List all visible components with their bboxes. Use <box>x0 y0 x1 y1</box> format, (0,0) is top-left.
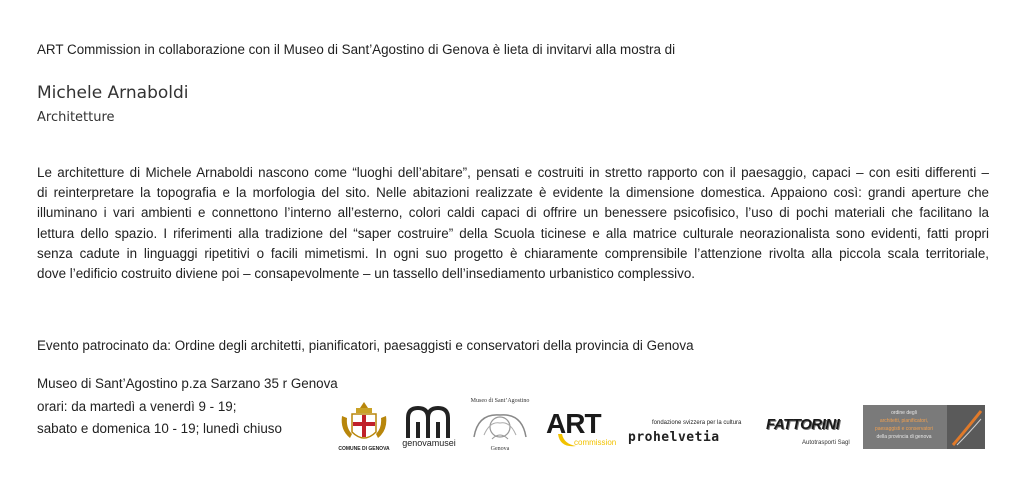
ordine-emblem <box>947 405 985 449</box>
venue-address: Museo di Sant’Agostino p.za Sarzano 35 r Genova <box>37 376 338 391</box>
patronage-note: Evento patrocinato da: Ordine degli architetti, pianificatori, paesaggisti e conservatori della provincia di Genova <box>37 338 694 353</box>
description-line: illuminano i vari ambienti e connettono l’interno all’esterno, colori caldi capaci di offrire un benessere psicofisico, l’uso di pochi materiali che facilitano la <box>37 205 989 221</box>
art-commission-logo <box>546 410 626 454</box>
ordine-line: architetti, pianificatori, <box>879 418 929 424</box>
opening-hours-weekend: sabato e domenica 10 - 19; lunedì chiuso <box>37 421 282 436</box>
commission-label: commission <box>574 438 617 447</box>
prohelvetia-logo <box>628 420 768 450</box>
prohelvetia-label: prohelvetia <box>628 430 720 445</box>
ordine-line: paesaggisti e conservatori <box>874 426 934 432</box>
description-line: senza cadute in linguaggi ripetitivi o facili mimetismi. In ogni suo progetto è chiaramente comprensibile l’attenzione rivolta alla piccola scala territoriale, <box>37 245 989 261</box>
art-label: ART <box>546 408 601 439</box>
description-paragraph <box>37 163 989 284</box>
description-line: lettura dello spazio. I riferimenti alla tradizione del “saper costruire” della Scuola ticinese e alla matrice culturale neorazionalista sono evidenti, fatti propri <box>37 225 989 241</box>
ornament-icon <box>470 407 530 445</box>
arches-icon <box>402 404 454 438</box>
ordine-line: della provincia di genova <box>876 434 932 440</box>
comune-label: COMUNE DI GENOVA <box>338 446 390 452</box>
genovamusei-logo <box>402 404 454 456</box>
exhibition-subtitle: Architetture <box>37 110 115 125</box>
museo-santagostino-logo <box>462 398 538 458</box>
fattorini-logo <box>766 416 856 456</box>
comune-genova-logo <box>338 400 390 458</box>
prohelvetia-tagline: fondazione svizzera per la cultura <box>652 420 742 426</box>
coat-of-arms-icon <box>338 400 390 448</box>
museo-label-top: Museo di Sant’Agostino <box>470 398 530 404</box>
ordine-architetti-logo <box>863 405 985 449</box>
ordine-text <box>863 409 945 441</box>
fattorini-sub-label: Autotrasporti Sagl <box>802 440 850 446</box>
description-line: Le architetture di Michele Arnaboldi nascono come “luoghi dell’abitare”, pensati e costruiti in stretto rapporto con il paesaggio, capaci – con esiti differenti – <box>37 165 989 180</box>
opening-hours-weekdays: orari: da martedì a venerdì 9 - 19; <box>37 399 237 414</box>
ordine-line: ordine degli <box>891 410 917 416</box>
genovamusei-label: genovamusei <box>402 438 456 448</box>
artist-name: Michele Arnaboldi <box>37 83 189 103</box>
fattorini-label: FATTORINI <box>766 416 840 433</box>
brush-stroke-icon <box>947 405 985 449</box>
museo-label-bottom: Genova <box>490 446 510 452</box>
description-line: dove l’edificio costruito diviene poi – consapevolmente – un tassello dell’insediamento urbanistico complessivo. <box>37 266 695 282</box>
invitation-intro: ART Commission in collaborazione con il Museo di Sant’Agostino di Genova è lieta di invitarvi alla mostra di <box>37 42 676 57</box>
description-line: di reinterpretare la topografia e la morfologia del sito. Nelle abitazioni realizzate è evidente la dimensione domestica. Appaiono così: grandi aperture che <box>37 185 989 201</box>
